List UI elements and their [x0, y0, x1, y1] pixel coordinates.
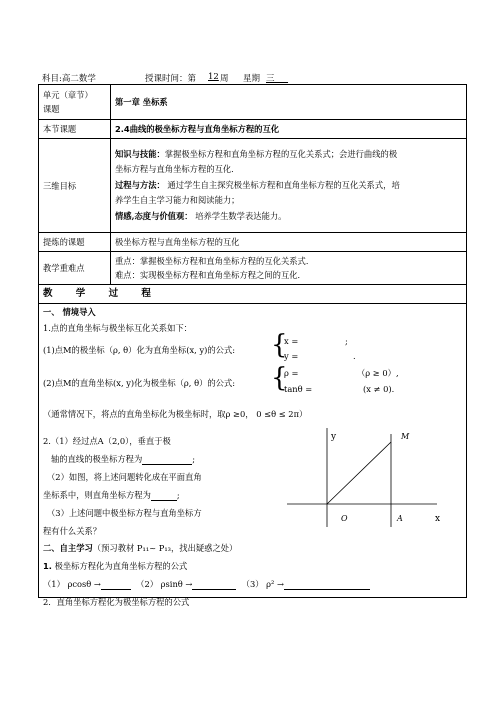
goal2-head: 过程与方法： [115, 179, 165, 190]
refined-value: 极坐标方程与直角坐标方程的互化 [111, 233, 467, 252]
formula2-t: tanθ = [284, 384, 313, 394]
brace-1: { [271, 330, 288, 360]
process-title: 教 学 过 程 [39, 285, 467, 304]
process-body [39, 304, 467, 607]
line-12: 2．直角坐标方程化为极坐标方程的公式 [43, 597, 190, 607]
line-6: 轴的直线的极坐标方程为 ; [51, 454, 196, 464]
line-1: 1.点的直角坐标与极坐标互化关系如下： [43, 323, 192, 333]
goals-label: 三维目标 [39, 139, 111, 233]
line-11: 1. 极坐标方程化为直角坐标方程的公式 [43, 561, 188, 571]
refined-label: 提炼的课题 [39, 233, 111, 252]
lesson-plan-table [38, 84, 467, 607]
key-value-1: 重点：掌握极坐标方程和直角坐标方程的互化关系式． [115, 256, 315, 266]
goal1-text: 掌握极坐标方程和直角坐标方程的互化关系式；会进行曲线的极 [164, 148, 398, 159]
goal1-text-b: 坐标方程与直角坐标方程的互化． [115, 164, 240, 175]
weekday-label: 星期 [243, 74, 261, 84]
line-5: 2.（1）经过点A（2,0），垂直于极 [43, 436, 171, 446]
x-axis-label: x [435, 514, 441, 524]
y-axis-label: y [331, 432, 337, 442]
line-2: (1)点M的极坐标（ρ, θ）化为直角坐标(x, y)的公式: [43, 345, 236, 355]
point-m-label: M [401, 432, 410, 441]
week-number: 12 [208, 72, 219, 82]
line-4: （通常情况下，将点的直角坐标化为极坐标时，取ρ ≥0， 0 ≤θ ≤ 2π） [43, 409, 308, 419]
line-10: 程有什么关系？ [43, 526, 102, 536]
line-3: (2)点M的直角坐标(x, y)化为极坐标（ρ, θ）的公式: [43, 378, 236, 388]
header-line [42, 72, 462, 84]
subject-label: 科目:高二数学 [42, 74, 96, 84]
weekday-value: 三 [266, 74, 275, 84]
key-content [111, 252, 467, 285]
week-unit: 周 [220, 74, 229, 84]
line-7: （2）如图，将上述问题转化成在平面直角 [47, 472, 202, 482]
section2-heading: 二、自主学习（预习教材 P₁₁~ P₁₃，找出疑惑之处） [43, 543, 238, 553]
unit-label-line2: 课题 [43, 104, 60, 114]
coordinate-figure [287, 424, 457, 532]
formula2-r: ρ = [284, 368, 299, 378]
unit-value: 第一章 坐标系 [111, 85, 467, 120]
goal2-text-b: 养学生自主学习能力和阅读能力； [115, 195, 240, 206]
formula2-r-end: （ρ ≥ 0）, [357, 368, 399, 378]
line-8: 坐标系中，则直角坐标方程为 ; [43, 490, 180, 500]
brace-2: { [271, 363, 288, 393]
goals-content [111, 139, 467, 233]
key-label: 教学重难点 [39, 252, 111, 285]
goal2-text: 通过学生自主探究极坐标方程和直角坐标方程的互化关系式，培 [164, 179, 400, 190]
formula1-x-end: ; [345, 336, 348, 346]
point-a-label: A [397, 514, 403, 523]
lesson-value: 2.4曲线的极坐标方程与直角坐标方程的互化 [111, 120, 467, 139]
unit-label [39, 85, 111, 120]
ray-om [327, 442, 391, 504]
key-value-2: 难点：实现极坐标方程和直角坐标方程之间的互化． [115, 270, 306, 280]
lesson-label: 本节课题 [39, 120, 111, 139]
time-label: 授课时间：第 [145, 74, 197, 84]
line-9: （3）上述问题中极坐标方程与直角坐标方 [47, 508, 202, 518]
formula1-x: x = [284, 336, 299, 346]
goal1-head: 知识与技能： [115, 148, 165, 159]
goal3-text: 培养学生数学表达能力。 [192, 210, 287, 221]
formula1-y: y = [284, 351, 299, 361]
origin-label: O [341, 514, 348, 523]
section1-heading: 一、 情境导入 [43, 307, 96, 317]
formula1-y-end: . [353, 351, 356, 361]
goal3-head: 情感,态度与价值观： [115, 210, 193, 221]
formula2-t-end: (x ≠ 0). [363, 384, 395, 394]
line-q: （1） ρcosθ → （2） ρsinθ → （3） ρ² → [43, 578, 370, 590]
unit-label-line1: 单元（章节） [43, 90, 93, 100]
